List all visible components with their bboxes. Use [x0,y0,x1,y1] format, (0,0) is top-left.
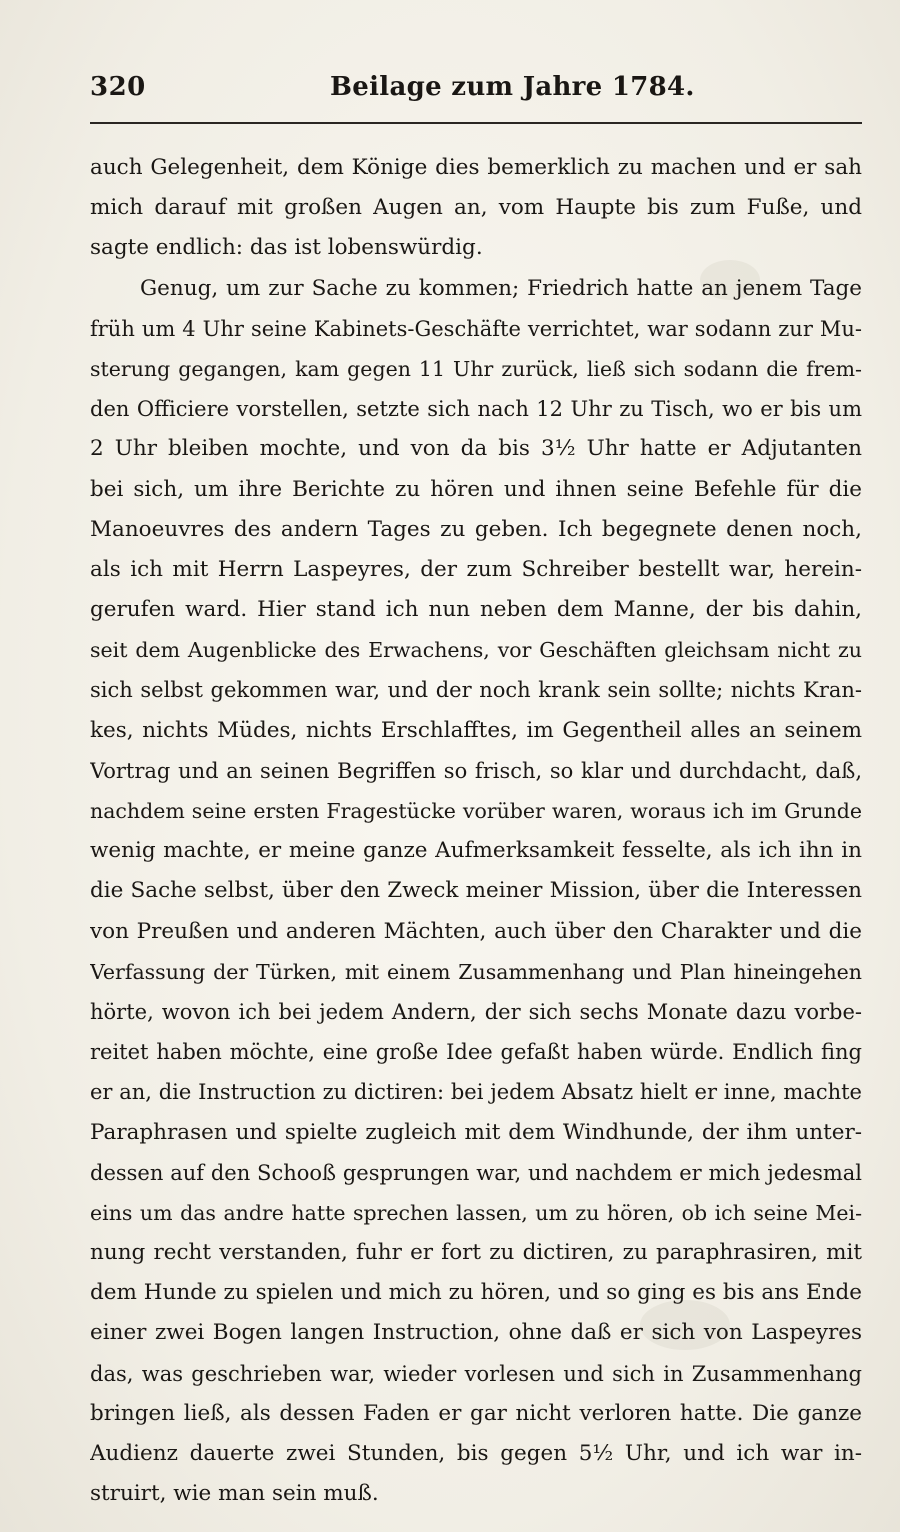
text-line: Paraphrasen und spielte zugleich mit dem Windhunde, der ihm unter- [90,1119,862,1145]
text-line: gerufen ward. Hier stand ich nun neben dem Manne, der bis dahin, [90,597,862,623]
text-line: nachdem seine ersten Fragestücke vorüber waren, woraus ich im Grunde [90,799,862,823]
text-line: wenig machte, er meine ganze Aufmerksamkeit fesselte, als ich ihn in [90,838,862,864]
text-line: Vortrag und an seinen Begriffen so frisch, so klar und durchdacht, daß, [90,758,862,783]
text-line: bringen ließ, als dessen Faden er gar nicht verloren hatte. Die ganze [90,1400,862,1426]
text-line: als ich mit Herrn Laspeyres, der zum Schreiber bestellt war, herein- [90,556,862,582]
text-line: auch Gelegenheit, dem Könige dies bemerklich zu machen und er sah [90,155,862,180]
text-line: sagte endlich: das ist lobenswürdig. [90,235,483,261]
text-line: seit dem Augenblicke des Erwachens, vor Geschäften gleichsam nicht zu [90,638,862,663]
text-line: von Preußen und anderen Mächten, auch über den Charakter und die [90,918,862,944]
text-line: dessen auf den Schooß gesprungen war, und nachdem er mich jedesmal [90,1160,862,1185]
text-line: Verfassung der Türken, mit einem Zusammenhang und Plan hineingehen [90,959,862,984]
header-rule [90,122,862,124]
text-line: Genug, um zur Sache zu kommen; Friedrich hatte an jenem Tage [140,275,862,301]
text-line: 2 Uhr bleiben mochte, und von da bis 3½ Uhr hatte er Adjutanten [90,436,862,462]
text-line: Manoeuvres des andern Tages zu geben. Ich begegnete denen noch, [90,516,862,542]
text-line: er an, die Instruction zu dictiren: bei jedem Absatz hielt er inne, machte [90,1080,862,1105]
text-line: die Sache selbst, über den Zweck meiner Mission, über die Interessen [90,878,862,904]
text-line: reitet haben möchte, eine große Idee gefaßt haben würde. Endlich fing [90,1040,862,1065]
text-line: kes, nichts Müdes, nichts Erschlafftes, im Gegentheil alles an seinem [90,717,862,743]
text-line: mich darauf mit großen Augen an, vom Haupte bis zum Fuße, und [90,195,862,221]
page-number: 320 [90,72,146,102]
text-line: den Officiere vorstellen, setzte sich nach 12 Uhr zu Tisch, wo er bis um [90,397,862,422]
text-line: hörte, wovon ich bei jedem Andern, der sich sechs Monate dazu vorbe- [90,999,862,1024]
text-line: eins um das andre hatte sprechen lassen, um zu hören, ob ich seine Mei- [90,1200,862,1225]
text-line: dem Hunde zu spielen und mich zu hören, und so ging es bis ans Ende [90,1280,862,1306]
text-line: einer zwei Bogen langen Instruction, ohne daß er sich von Laspeyres [90,1320,862,1346]
text-line: sterung gegangen, kam gegen 11 Uhr zurück, ließ sich sodann die frem- [90,356,862,381]
body-text [90,148,862,1514]
text-line: sich selbst gekommen war, und der noch krank sein sollte; nichts Kran- [90,678,862,703]
running-head: Beilage zum Jahre 1784. [330,72,695,102]
text-line: struirt, wie man sein muß. [90,1481,379,1507]
text-line: nung recht verstanden, fuhr er fort zu dictiren, zu paraphrasiren, mit [90,1240,862,1266]
page-header [90,68,860,108]
text-line: Audienz dauerte zwei Stunden, bis gegen 5½ Uhr, und ich war in- [90,1441,862,1466]
text-line: das, was geschrieben war, wieder vorlesen und sich in Zusammenhang [90,1361,862,1386]
text-line: bei sich, um ihre Berichte zu hören und ihnen seine Befehle für die [90,476,862,502]
text-line: früh um 4 Uhr seine Kabinets-Geschäfte verrichtet, war sodann zur Mu- [90,316,862,341]
